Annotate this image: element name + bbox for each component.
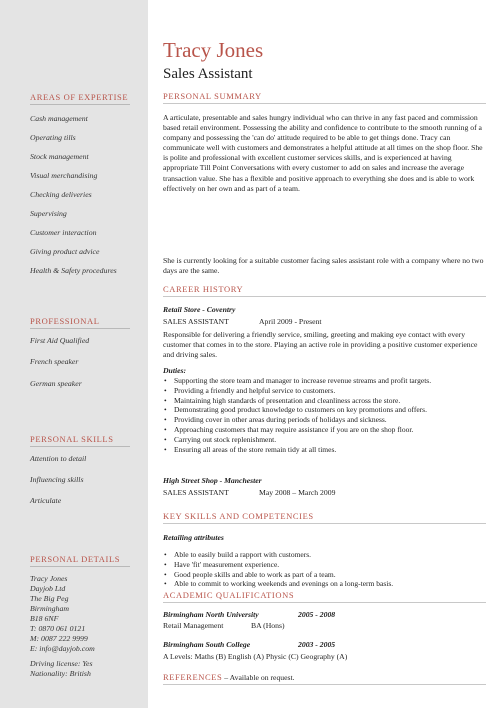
list-item: • Able to easily build a rapport with customers. bbox=[163, 550, 488, 560]
expertise-item: Visual merchandising bbox=[30, 171, 98, 180]
divider bbox=[30, 104, 130, 105]
skills-list bbox=[163, 550, 488, 589]
list-item: • Able to commit to working weekends and evenings on a long-term basis. bbox=[163, 579, 488, 589]
list-item: • Providing a friendly and helpful service to customers. bbox=[163, 386, 488, 396]
contact-phone: T: 0870 061 0121 bbox=[30, 624, 86, 633]
personal-skills-heading: PERSONAL SKILLS bbox=[30, 434, 114, 444]
divider bbox=[163, 103, 486, 104]
course-name: Retail Management bbox=[163, 621, 224, 630]
key-skills-heading: KEY SKILLS AND COMPETENCIES bbox=[163, 511, 314, 521]
list-item: • Providing cover in other areas during periods of holidays and sickness. bbox=[163, 415, 488, 425]
divider bbox=[163, 602, 486, 603]
sidebar bbox=[0, 0, 148, 708]
expertise-item: Customer interaction bbox=[30, 228, 97, 237]
personal-skill-item: Influencing skills bbox=[30, 475, 84, 484]
professional-heading: PROFESSIONAL bbox=[30, 316, 100, 326]
job-title: Sales Assistant bbox=[163, 66, 253, 82]
list-item: • Maintaining high standards of presentation and cleanliness across the store. bbox=[163, 396, 488, 406]
education-heading: ACADEMIC QUALIFICATIONS bbox=[163, 590, 295, 600]
divider bbox=[163, 523, 486, 524]
expertise-heading: AREAS OF EXPERTISE bbox=[30, 92, 129, 102]
contact-name: Tracy Jones bbox=[30, 574, 68, 583]
job-description: Responsible for delivering a friendly service, smiling, greeting and making eye contact with every customer that comes in to the store. Playing an active role in providing a positive customer experience and driving sales. bbox=[163, 330, 478, 360]
contact-mobile: M: 0087 222 9999 bbox=[30, 634, 88, 643]
personal-skill-item: Articulate bbox=[30, 496, 62, 505]
summary-paragraph: A articulate, presentable and sales hungry individual who can thrive in any fast paced and commission based retail environment. Possessing the ability and confidence to contribute to the smooth running of a company and possessing the 'can do' attitude required to be able to get things done. Tracy can communicate well with customers and demonstrates a helpful attitude at all times on the shop floor. She is polite and professional with excellent customer services skills, and is experienced at having appropriate Till Point Conversations with every customer to add on sales and increase the average transaction value. She has a flexible and positive approach to everything she does and is able to work effectively on her own and as part of a team. bbox=[163, 113, 483, 193]
expertise-item: Supervising bbox=[30, 209, 67, 218]
personal-details-heading: PERSONAL DETAILS bbox=[30, 554, 121, 564]
contact-company: Dayjob Ltd bbox=[30, 584, 66, 593]
award: BA (Hons) bbox=[251, 621, 285, 630]
school-name: Birmingham South College bbox=[163, 640, 251, 649]
divider bbox=[163, 296, 486, 297]
expertise-item: Stock management bbox=[30, 152, 89, 161]
list-item: • Good people skills and able to work as part of a team. bbox=[163, 570, 488, 580]
employer-name: High Street Shop - Manchester bbox=[163, 476, 262, 485]
list-item: • Carrying out stock replenishment. bbox=[163, 435, 488, 445]
contact-email: E: info@dayjob.com bbox=[30, 644, 95, 653]
summary-paragraph: She is currently looking for a suitable customer facing sales assistant role with a company where no two days are the same. bbox=[163, 256, 484, 276]
expertise-item: Health & Safety procedures bbox=[30, 266, 117, 275]
list-item: • Ensuring all areas of the store remain tidy at all times. bbox=[163, 445, 488, 455]
professional-item: French speaker bbox=[30, 357, 79, 366]
personal-skill-item: Attention to detail bbox=[30, 454, 87, 463]
list-item: • Demonstrating good product knowledge to customers on key promotions and offers. bbox=[163, 405, 488, 415]
duties-label: Duties: bbox=[163, 366, 187, 375]
contact-postcode: B18 6NF bbox=[30, 614, 59, 623]
divider bbox=[30, 566, 130, 567]
job-role: SALES ASSISTANT bbox=[163, 488, 229, 497]
expertise-item: Cash management bbox=[30, 114, 88, 123]
career-heading: CAREER HISTORY bbox=[163, 284, 244, 294]
contact-address: The Big Peg bbox=[30, 594, 69, 603]
list-item: • Supporting the store team and manager to increase revenue streams and profit targets. bbox=[163, 376, 488, 386]
summary-heading: PERSONAL SUMMARY bbox=[163, 91, 262, 101]
expertise-item: Operating tills bbox=[30, 133, 76, 142]
contact-city: Birmingham bbox=[30, 604, 69, 613]
divider bbox=[163, 684, 486, 685]
professional-item: First Aid Qualified bbox=[30, 336, 90, 345]
employer-name: Retail Store - Coventry bbox=[163, 305, 236, 314]
divider bbox=[30, 446, 130, 447]
divider bbox=[30, 328, 130, 329]
professional-item: German speaker bbox=[30, 379, 82, 388]
expertise-item: Checking deliveries bbox=[30, 190, 92, 199]
job-dates: April 2009 - Present bbox=[259, 317, 322, 326]
candidate-name: Tracy Jones bbox=[163, 38, 264, 62]
job-dates: May 2008 – March 2009 bbox=[259, 488, 336, 497]
school-years: 2005 - 2008 bbox=[298, 610, 336, 619]
school-name: Birmingham North University bbox=[163, 610, 259, 619]
nationality: Nationality: British bbox=[30, 669, 91, 678]
list-item: • Have 'fit' measurement experience. bbox=[163, 560, 488, 570]
references-text: – Available on request. bbox=[224, 673, 295, 682]
expertise-item: Giving product advice bbox=[30, 247, 100, 256]
references-heading: REFERENCES bbox=[163, 672, 223, 682]
school-years: 2003 - 2005 bbox=[298, 640, 336, 649]
duties-list bbox=[163, 376, 488, 454]
skills-subheading: Retailing attributes bbox=[163, 533, 224, 542]
list-item: • Approaching customers that may require assistance if you are on the shop floor. bbox=[163, 425, 488, 435]
driving-license: Driving license: Yes bbox=[30, 659, 93, 668]
a-levels: A Levels: Maths (B) English (A) Physic (C) Geography (A) bbox=[163, 652, 348, 661]
job-role: SALES ASSISTANT bbox=[163, 317, 229, 326]
